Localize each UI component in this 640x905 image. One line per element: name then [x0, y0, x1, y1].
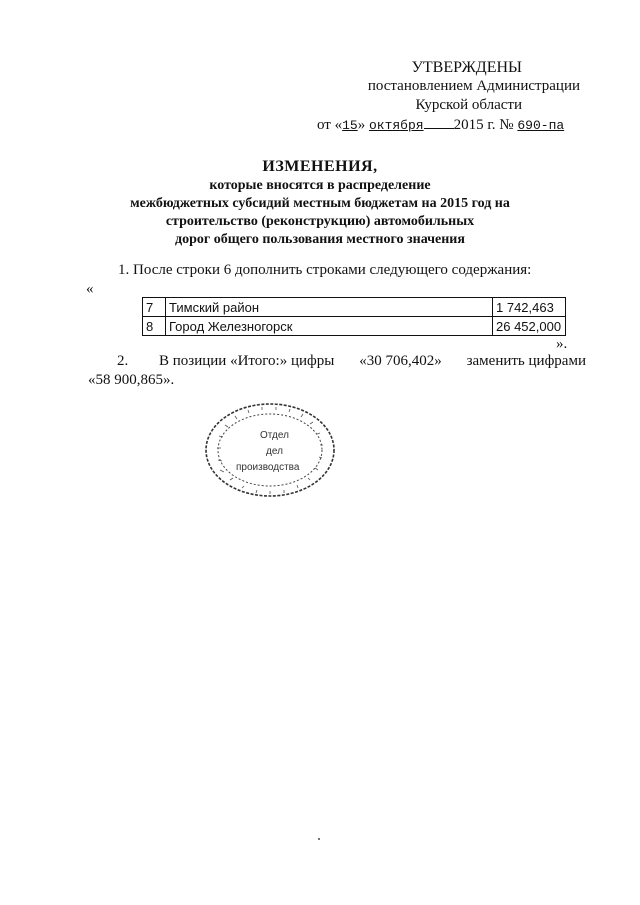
approval-title: УТВЕРЖДЕНЫ — [411, 59, 522, 76]
item-2-part-a: В позиции «Итого:» цифры — [159, 353, 335, 369]
row-value: 26 452,000 — [493, 317, 566, 336]
row-name: Город Железногорск — [166, 317, 493, 336]
item-2-number: 2. — [117, 353, 129, 369]
quote-open: « — [86, 281, 94, 297]
heading-line: которые вносятся в распределение — [209, 178, 431, 193]
approval-year: 2015 г. № — [453, 117, 514, 133]
item-2-part-c: заменить цифрами — [466, 353, 586, 369]
date-prefix: от « — [317, 117, 343, 133]
row-value: 1 742,463 — [493, 298, 566, 317]
heading-line: строительство (реконструкцию) автомобильных — [165, 214, 475, 229]
quote-close: ». — [556, 336, 568, 352]
stamp-text — [236, 430, 300, 473]
item-2 — [88, 352, 586, 390]
stamp-line: производства — [236, 462, 300, 473]
date-underline — [424, 115, 454, 129]
round-seal-stamp — [200, 400, 340, 500]
approval-day: 15 — [342, 118, 358, 133]
heading-line: межбюджетных субсидий местным бюджетам на 2015 год на — [130, 196, 510, 211]
item-2-line-1 — [88, 352, 586, 371]
approval-date-line — [300, 115, 590, 135]
row-number: 7 — [143, 298, 166, 317]
item-2-old-value: «30 706,402» — [359, 353, 442, 369]
approval-month: октября — [368, 118, 424, 133]
date-mid: » — [357, 117, 366, 133]
row-number: 8 — [143, 317, 166, 336]
stamp-line: Отдел — [260, 430, 289, 441]
changes-heading — [90, 158, 550, 249]
item-1-text: 1. После строки 6 дополнить строками следующего содержания: — [118, 262, 532, 278]
approval-line-administration: постановлением Администрации — [367, 78, 580, 94]
row-name: Тимский район — [166, 298, 493, 317]
page-dot — [318, 838, 320, 840]
table-row — [143, 317, 566, 336]
table-row — [143, 298, 566, 317]
stamp-line: дел — [266, 446, 283, 457]
item-2-new-value: «58 900,865». — [88, 372, 175, 388]
heading-line: дорог общего пользования местного значения — [175, 232, 465, 247]
approval-number: 690-па — [517, 118, 565, 133]
heading-title: ИЗМЕНЕНИЯ, — [262, 158, 378, 175]
approval-line-region: Курской области — [415, 97, 522, 113]
inserted-rows-table — [142, 297, 566, 336]
item-2-text — [159, 352, 586, 371]
approval-block — [300, 58, 590, 135]
